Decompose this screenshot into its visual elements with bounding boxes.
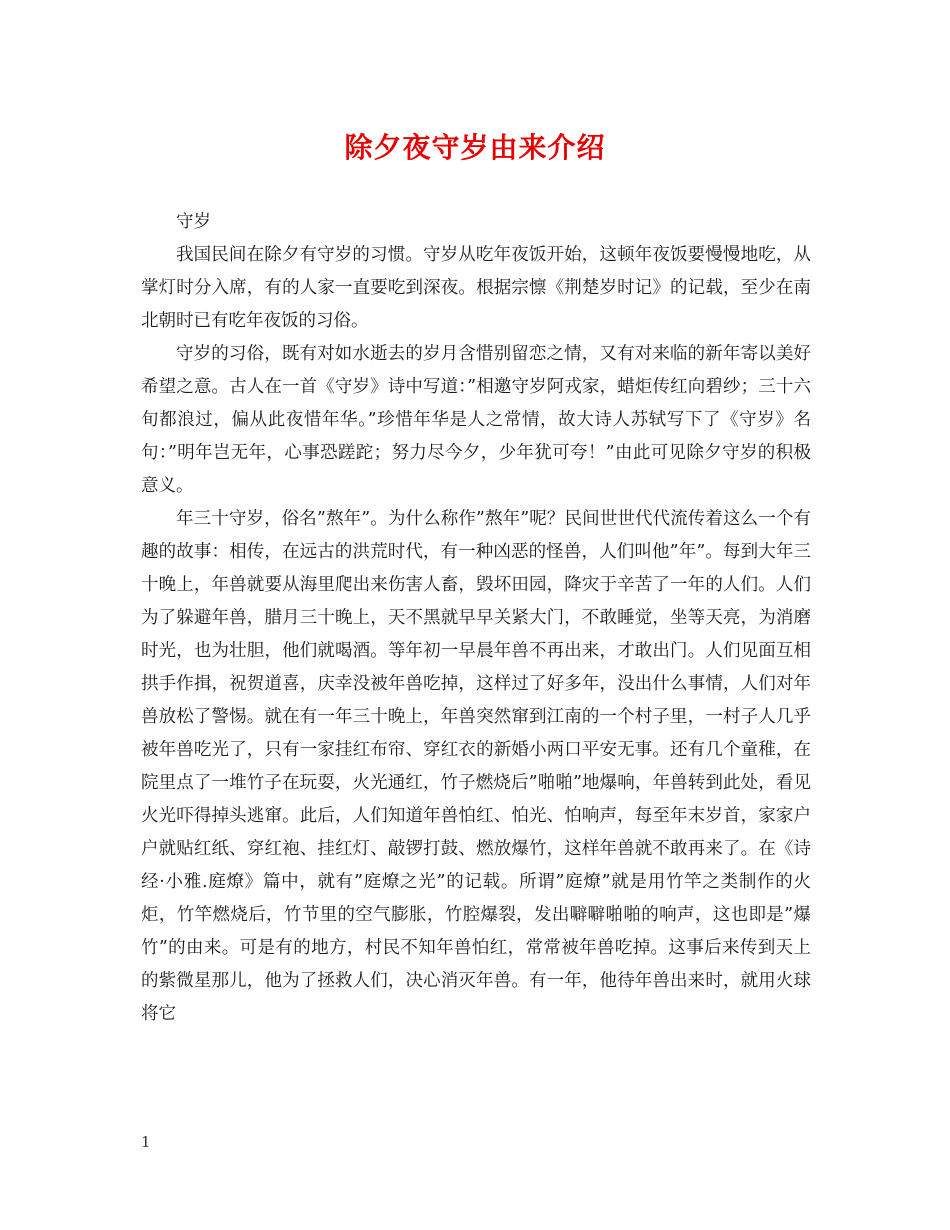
paragraph: 守岁的习俗，既有对如水逝去的岁月含惜别留恋之情，又有对来临的新年寄以美好希望之意。古人在一首《守岁》诗中写道：”相邀守岁阿戎家，蜡炬传红向碧纱；三十六旬都浪过，偏从此夜惜年华。”珍惜年华是人之常情，故大诗人苏轼写下了《守岁》名句：”明年岂无年，心事恐蹉跎；努力尽今夕，少年犹可夸！”由此可见除夕守岁的积极意义。 <box>141 344 811 496</box>
paragraph: 我国民间在除夕有守岁的习惯。守岁从吃年夜饭开始，这顿年夜饭要慢慢地吃，从掌灯时分入席，有的人家一直要吃到深夜。根据宗懔《荆楚岁时记》的记载，至少在南北朝时已有吃年夜饭的习俗。 <box>141 245 811 331</box>
section-heading: 守岁 <box>176 212 211 232</box>
document-body <box>141 206 811 1031</box>
document-title: 除夕夜守岁由来介绍 <box>344 131 606 164</box>
paragraph: 年三十守岁，俗名”熬年”。为什么称作”熬年”呢？民间世世代代流传着这么一个有趣的故事：相传，在远古的洪荒时代，有一种凶恶的怪兽，人们叫他”年”。每到大年三十晚上，年兽就要从海里爬出来伤害人畜，毁坏田园，降灾于辛苦了一年的人们。人们为了躲避年兽，腊月三十晚上，天不黑就早早关紧大门，不敢睡觉，坐等天亮，为消磨时光，也为壮胆，他们就喝酒。等年初一早晨年兽不再出来，才敢出门。人们见面互相拱手作揖，祝贺道喜，庆幸没被年兽吃掉，这样过了好多年，没出什么事情，人们对年兽放松了警惕。就在有一年三十晚上，年兽突然窜到江南的一个村子里，一村子人几乎被年兽吃光了，只有一家挂红布帘、穿红衣的新婚小两口平安无事。还有几个童稚，在院里点了一堆竹子在玩耍，火光通红，竹子燃烧后”啪啪”地爆响，年兽转到此处，看见火光吓得掉头逃窜。此后，人们知道年兽怕红、怕光、怕响声，每至年末岁首，家家户户就贴红纸、穿红袍、挂红灯、敲锣打鼓、燃放爆竹，这样年兽就不敢再来了。在《诗经·小雅.庭燎》篇中，就有”庭燎之光”的记载。所谓”庭燎”就是用竹竿之类制作的火炬，竹竿燃烧后，竹节里的空气膨胀，竹腔爆裂，发出噼噼啪啪的响声，这也即是”爆竹”的由来。可是有的地方，村民不知年兽怕红，常常被年兽吃掉。这事后来传到天上的紫微星那儿，他为了拯救人们，决心消灭年兽。有一年，他待年兽出来时，就用火球将它 <box>141 509 811 1024</box>
page-number: 1 <box>141 1133 151 1151</box>
